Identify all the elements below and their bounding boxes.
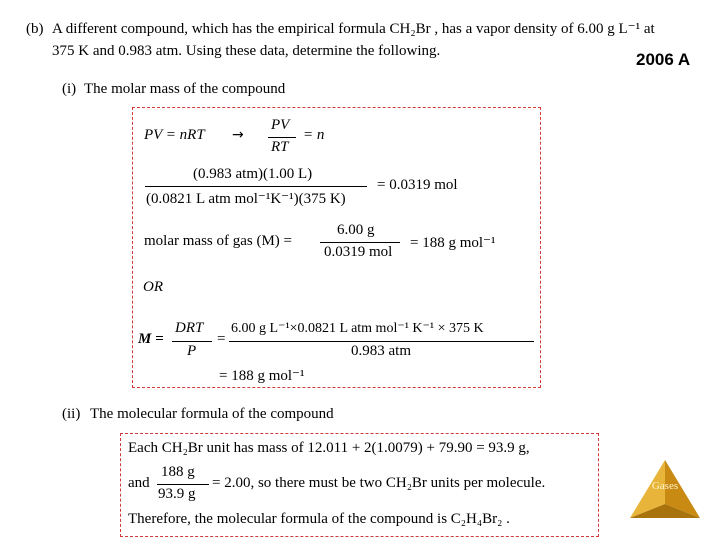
eq4-lhs: M = [138,331,164,347]
gases-pyramid-logo[interactable] [628,458,702,520]
eq3-result: = 188 g mol⁻¹ [410,235,496,251]
part-i-label: (i) [62,81,77,97]
logo-label: Gases [651,480,679,492]
arrow-icon: → [232,127,244,143]
part-ii-fraction-denominator: 93.9 g [158,486,196,502]
eq3-numerator: 6.00 g [337,222,375,238]
part-label: (b) [26,21,44,37]
part-ii-line-1: Each CH₂Br unit has mass of 12.011 + 2(1.0079) + 79.90 = 93.9 g, [128,440,530,456]
question-line-1: A different compound, which has the empirical formula CH₂Br , has a vapor density of 6.00 g L⁻¹ at [52,21,655,37]
eq2-numerator: (0.983 atm)(1.00 L) [193,166,313,182]
eq4-result: = 188 g mol⁻¹ [219,368,305,384]
eq3-lhs: molar mass of gas (M) = [144,233,293,249]
part-ii-title: The molecular formula of the compound [90,406,334,422]
part-ii-line-2: = 2.00, so there must be two CH₂Br units per molecule. [212,475,546,491]
question-line-2: 375 K and 0.983 atm. Using these data, determine the following. [52,43,441,59]
eq4-numerator-2: 6.00 g L⁻¹×0.0821 L atm mol⁻¹ K⁻¹ × 375 K [231,321,484,336]
eq1-numerator: PV [271,117,290,133]
part-ii-fraction-numerator: 188 g [161,464,195,480]
eq4-numerator: DRT [175,320,204,336]
part-i-title: The molar mass of the compound [84,81,286,97]
part-ii-line-3: Therefore, the molecular formula of the compound is C₂H₄Br₂ . [128,511,510,527]
part-ii-label: (ii) [62,406,81,422]
or-text: OR [143,279,163,295]
part-ii-and: and [128,475,150,491]
eq3-denominator: 0.0319 mol [324,244,393,260]
eq1-rhs: = n [303,127,325,143]
eq4-equals: = [217,331,226,347]
eq2-fraction-bar [145,186,367,187]
eq2-result: = 0.0319 mol [377,177,458,193]
eq2-denominator: (0.0821 L atm mol⁻¹K⁻¹)(375 K) [146,191,346,207]
eq4-denominator: P [187,343,197,359]
eq1-denominator: RT [271,139,289,155]
year-tag: 2006 A [636,50,691,69]
eq1-lhs: PV = nRT [144,127,205,143]
eq4-denominator-2: 0.983 atm [351,343,411,359]
